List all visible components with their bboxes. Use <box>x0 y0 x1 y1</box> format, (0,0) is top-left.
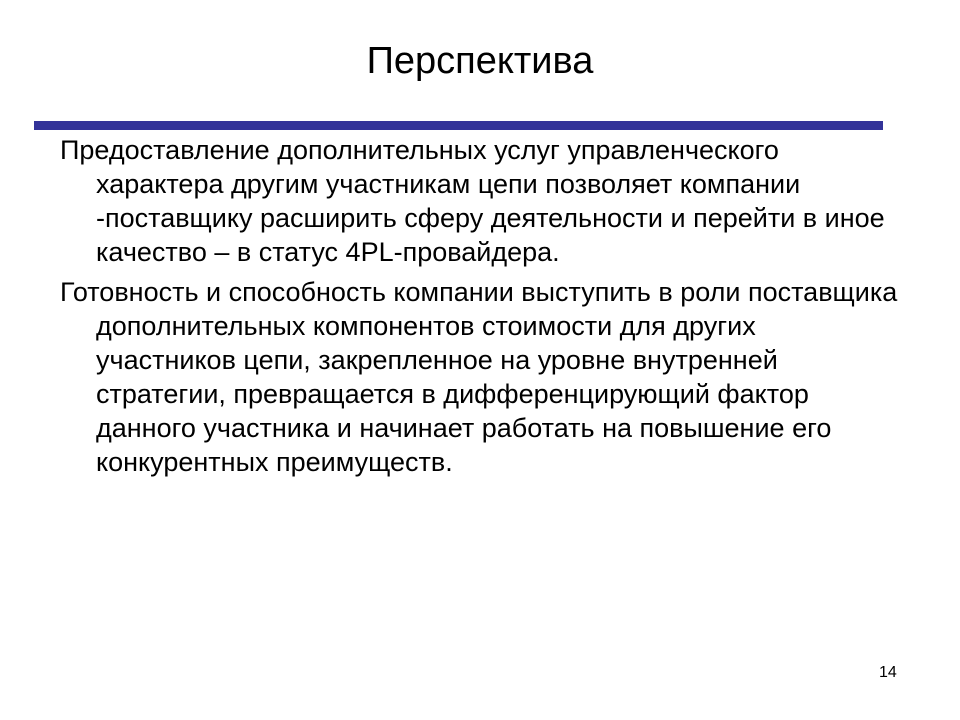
page-number: 14 <box>879 664 897 681</box>
paragraph-2: Готовность и способность компании выступить в роли поставщика дополнительных компонентов стоимости для других участников цепи, закрепленное на уровне внутренней стратегии, превращается в дифференцирующий фактор данного участника и начинает работать на повышение его конкурентных преимуществ. <box>60 277 898 477</box>
slide-body <box>60 133 900 485</box>
paragraph-1: Предоставление дополнительных услуг управленческого характера другим участникам цепи позволяет компании -поставщику расширить сферу деятельности и перейти в иное качество – в статус 4PL-провайдера. <box>60 135 885 267</box>
slide-title: Перспектива <box>366 40 594 82</box>
title-divider <box>34 121 883 130</box>
